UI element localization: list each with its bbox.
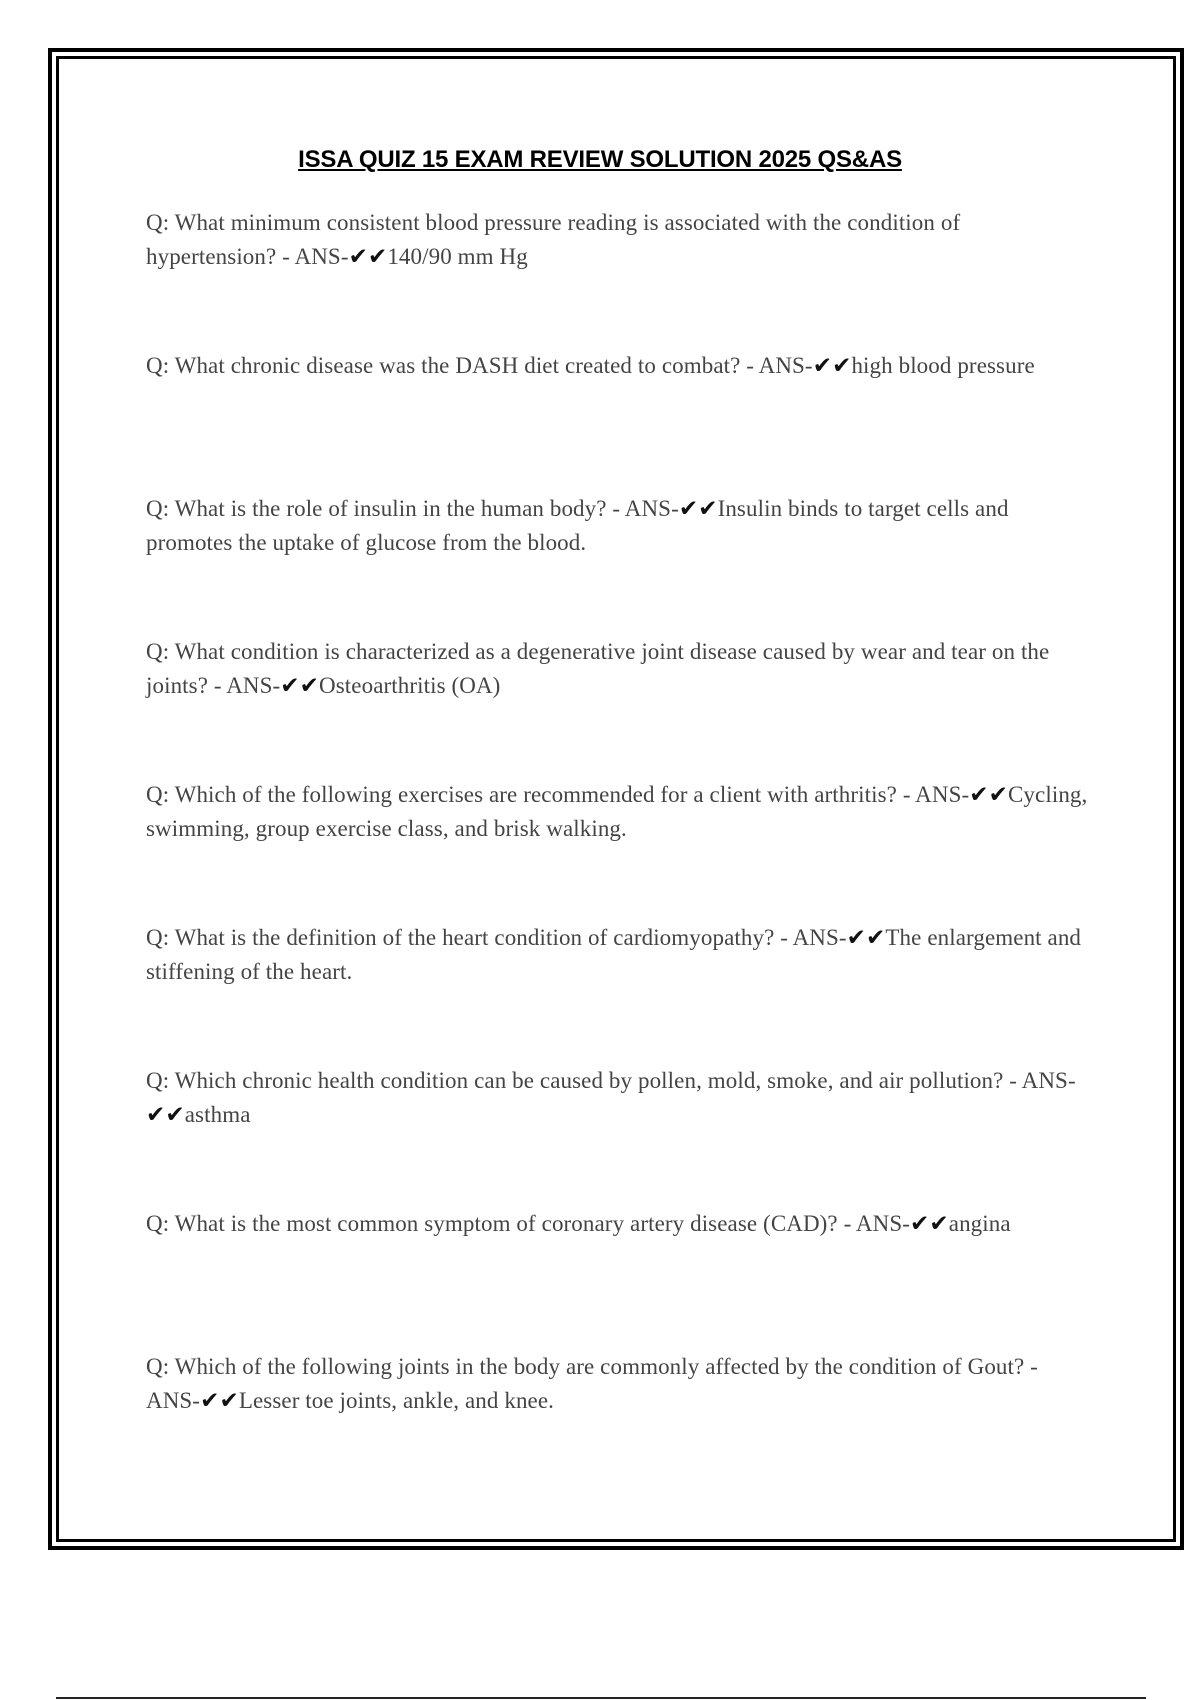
- document-title: ISSA QUIZ 15 EXAM REVIEW SOLUTION 2025 QS&AS: [298, 146, 902, 173]
- answer-text: angina: [948, 1211, 1011, 1236]
- check-mark-icon: ✔✔: [200, 1388, 239, 1413]
- qa-item: [146, 635, 1096, 778]
- question-text: Q: What condition is characterized as a degenerative joint disease caused by wear and tear on the joints? - ANS-: [146, 639, 1050, 698]
- question-text: Q: Which chronic health condition can be caused by pollen, mold, smoke, and air pollution? - ANS-: [146, 1068, 1076, 1093]
- qa-item: [146, 778, 1096, 921]
- question-text: Q: What is the definition of the heart condition of cardiomyopathy? - ANS-: [146, 925, 847, 950]
- answer-text: high blood pressure: [851, 353, 1035, 378]
- question-text: Q: What minimum consistent blood pressure reading is associated with the condition of hypertension? - ANS-: [146, 210, 961, 269]
- question-text: Q: What is the role of insulin in the human body? - ANS-: [146, 496, 679, 521]
- question-text: Q: Which of the following joints in the body are commonly affected by the condition of Gout? - ANS-: [146, 1354, 1038, 1413]
- question-text: Q: Which of the following exercises are recommended for a client with arthritis? - ANS-: [146, 782, 970, 807]
- qa-item: [146, 1350, 1096, 1493]
- check-mark-icon: ✔✔: [846, 925, 886, 950]
- question-text: Q: What is the most common symptom of coronary artery disease (CAD)? - ANS-: [146, 1211, 911, 1236]
- qa-item: [146, 1207, 1096, 1350]
- question-text: Q: What chronic disease was the DASH diet created to combat? - ANS-: [146, 353, 813, 378]
- answer-text: 140/90 mm Hg: [387, 244, 528, 269]
- answer-text: Lesser toe joints, ankle, and knee.: [238, 1388, 555, 1413]
- check-mark-icon: ✔✔: [348, 244, 388, 269]
- qa-item: [146, 1064, 1096, 1207]
- qa-item: [146, 921, 1096, 1064]
- qa-item: [146, 206, 1096, 349]
- answer-text: Insulin binds to target cells and promotes the uptake of glucose from the blood.: [146, 496, 1009, 555]
- qa-list: [146, 206, 1096, 1493]
- check-mark-icon: ✔✔: [812, 353, 852, 378]
- answer-text: The enlargement and stiffening of the heart.: [146, 925, 1082, 984]
- footer-divider: [56, 1697, 1146, 1699]
- qa-item: [146, 492, 1096, 635]
- answer-text: Osteoarthritis (OA): [319, 673, 501, 698]
- check-mark-icon: ✔✔: [969, 782, 1008, 807]
- qa-item: [146, 349, 1096, 492]
- check-mark-icon: ✔✔: [678, 496, 718, 521]
- check-mark-icon: ✔✔: [280, 673, 320, 698]
- check-mark-icon: ✔✔: [910, 1211, 949, 1236]
- check-mark-icon: ✔✔: [146, 1102, 185, 1127]
- answer-text: asthma: [184, 1102, 251, 1127]
- answer-text: Cycling, swimming, group exercise class, and brisk walking.: [146, 782, 1088, 841]
